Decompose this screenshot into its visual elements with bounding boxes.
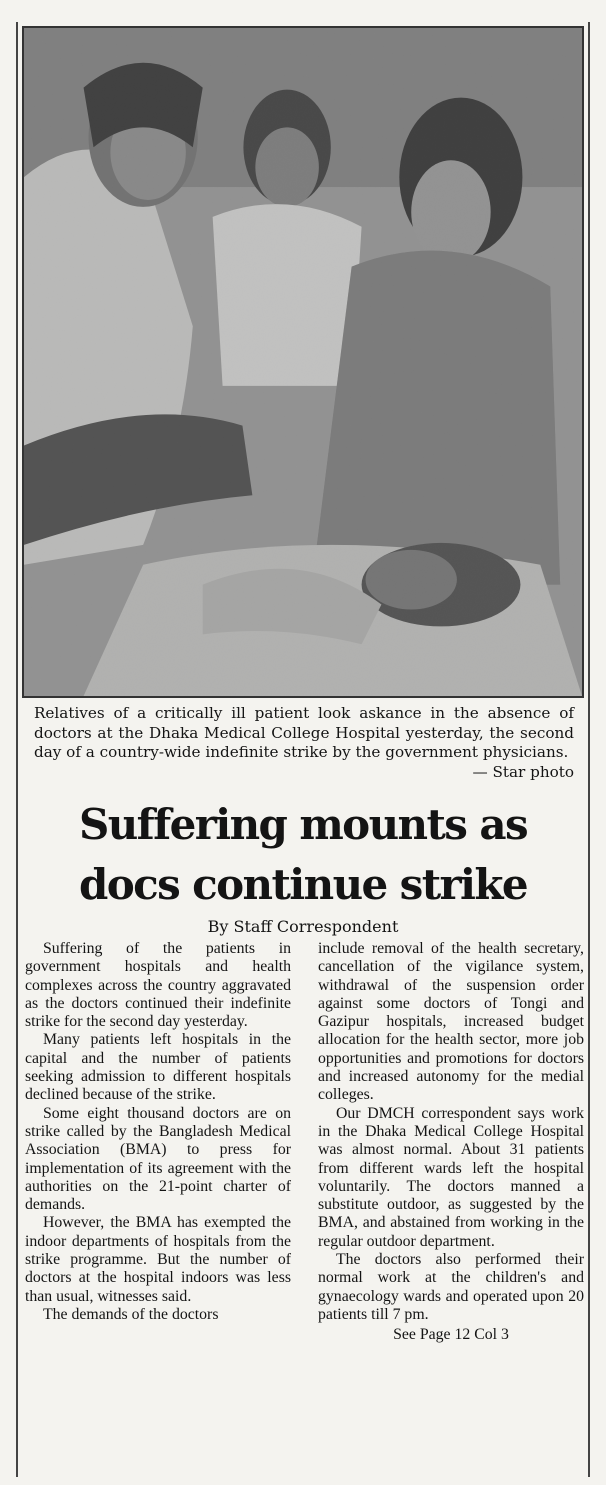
- caption-text: Relatives of a critically ill patient look askance in the absence of doctors at the Dhaka Medical College Hospital yesterday, the second day of a country-wide indefinite strike by the government physicians.: [34, 704, 574, 761]
- paragraph: The doctors also performed their normal work at the children's and gynaecology wards and operated upon 20 patients till 7 pm.: [318, 1251, 584, 1323]
- headline: [18, 795, 588, 915]
- article-column-right: [318, 940, 584, 1345]
- news-photo: [22, 26, 584, 698]
- article-column-left: [25, 940, 291, 1324]
- paragraph: include removal of the health secretary, cancellation of the vigilance system, withdrawal of the suspension order against some doctors of Tongi and Gazipur hospitals, increased budget allocation for the health sector, more job opportunities and promotions for doctors and increased autonomy for the medial colleges.: [318, 940, 584, 1104]
- paragraph: However, the BMA has exempted the indoor departments of hospitals from the strike programme. But the number of doctors at the hospital indoors was less than usual, witnesses said.: [25, 1214, 291, 1305]
- paragraph: Our DMCH correspondent says work in the Dhaka Medical College Hospital was almost normal. About 31 patients from different wards left the hospital voluntarily. The doctors manned a substitute outdoor, as suggested by the BMA, and abstained from working in the regular outdoor department.: [318, 1104, 584, 1250]
- paragraph: The demands of the doctors: [43, 1305, 219, 1323]
- headline-line-2: docs continue strike: [78, 860, 528, 909]
- headline-line-1: Suffering mounts as: [79, 800, 527, 849]
- byline: By Staff Correspondent: [207, 917, 399, 936]
- hospital-scene-image: [24, 28, 582, 696]
- photo-caption: [34, 704, 574, 782]
- photo-credit: — Star photo: [472, 762, 574, 781]
- paragraph: Suffering of the patients in government hospitals and health complexes across the country aggravated as the doctors continued their indefinite strike for the second day yesterday.: [25, 940, 291, 1031]
- paragraph: Some eight thousand doctors are on strike called by the Bangladesh Medical Association (BMA) to press for implementation of its agreement with the authorities on the 21-point charter of demands.: [25, 1104, 291, 1214]
- paragraph: Many patients left hospitals in the capital and the number of patients seeking admission to different hospitals declined because of the strike.: [25, 1031, 291, 1104]
- continuation-note: See Page 12 Col 3: [393, 1326, 509, 1344]
